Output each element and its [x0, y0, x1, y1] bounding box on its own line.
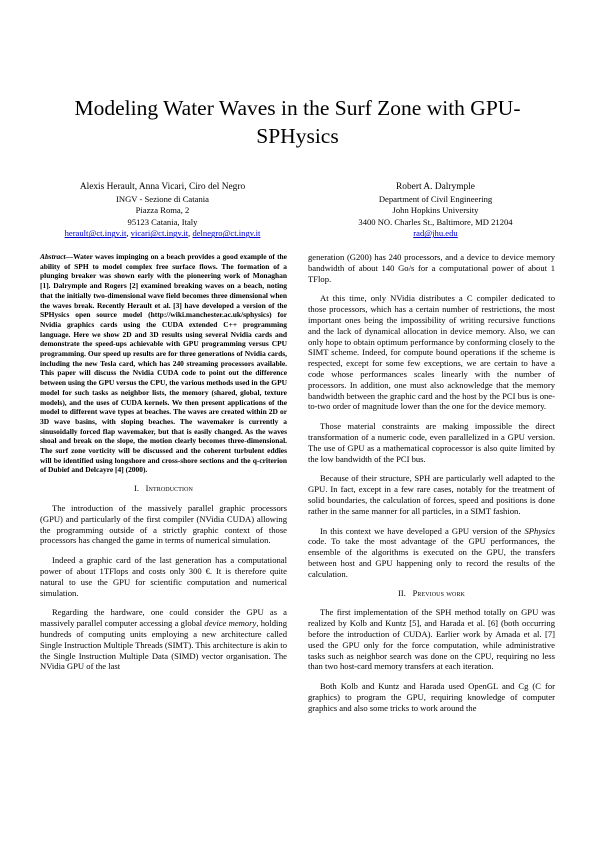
paragraph: Because of their structure, SPH are particularly well adapted to the GPU. In fact, except in a few rare cases, notably for the treatment of solid boundaries, the calculation of forces, speed and positions is done rather in the same manner for all particles, in a SIMT fashion. [308, 473, 555, 516]
email-link[interactable]: herault@ct.ingv.it [64, 228, 127, 239]
email-separator: , [126, 228, 131, 239]
author-affiliation: Department of Civil Engineering [378, 193, 493, 204]
text-span: code. To take the most advantage of the GPU performances, the ensemble of the algorithms is executed on the GPU, the transfers between host and GPU happening only to record the results of the calculation. [308, 536, 555, 579]
text-span: In this context we have developed a GPU version of the [320, 525, 525, 536]
email-link[interactable]: delnegro@ct.ingv.it [192, 228, 261, 239]
emphasis: SPhysics [524, 525, 555, 536]
email-link[interactable]: vicari@ct.ingv.it [130, 228, 189, 239]
author-affiliation: INGV - Sezione di Catania [116, 193, 209, 204]
author-emails [313, 228, 558, 240]
section-number: II. [398, 588, 406, 598]
emphasis: device memory [204, 618, 257, 629]
paragraph: Those material constraints are making impossible the direct transformation of a numeric code, even parallelized in a GPU version. The use of GPU as a mathematical coprocessor is also quite limited by the low bandwidth of the PCI bus. [308, 421, 555, 464]
paragraph [40, 607, 287, 672]
author-names: Robert A. Dalrymple [396, 182, 475, 192]
section-heading-introduction [40, 484, 287, 495]
abstract-label: Abstract— [40, 252, 74, 261]
author-block-right [313, 181, 558, 240]
section-title: Introduction [145, 484, 193, 494]
text-span: Regarding the hardware, one could consider the GPU as a massively parallel computer accessing a global [40, 607, 287, 629]
author-names: Alexis Herault, Anna Vicari, Ciro del Negro [79, 182, 246, 192]
email-link[interactable]: rad@jhu.edu [413, 228, 458, 239]
author-address: Piazza Roma, 2 [135, 205, 190, 216]
abstract [40, 252, 287, 475]
left-column [40, 252, 287, 681]
paragraph [308, 526, 555, 580]
paper-title [40, 94, 555, 150]
section-number: I. [133, 484, 140, 494]
author-city: 95123 Catania, Italy [127, 216, 198, 227]
email-separator: , [188, 228, 193, 239]
abstract-text: Water waves impinging on a beach provides a good example of the ability of SPH to model complex free surface flows. The formation of a plunging breaker was shown early with the pioneering work of Monaghan [1]. Dalrymple and Rogers [2] examined breaking waves on a beach, noting that the initially two-dimensional wave field becomes three dimensional when the waves break. Recently Herault et al. [3] have developed a version of the SPHysics open source model (http://wiki.manchester.ac.uk/sphysics) for Nvidia graphics cards using the CUDA extended C++ programming language. Here we show 2D and 3D results using several Nvidia cards and demonstrate the speed-ups achievable with GPU programming versus CPU programming. Our speed up results are for three generations of Nvidia cards, including the new Tesla card, which has 240 streaming processors available. This paper will discuss the Nvidia CUDA code to point out the difference between using the GPU versus the CPU, the various methods used in the GPU model for such tasks as neighbor lists, the memory (shared, global, texture models), and the uses of CUDA kernels. We then present applications of the model to different wave types at beaches. The waves are created within 2D or 3D wave basins, with sloping beaches. The wavemaker is currently a sinusoidally forced flap wavemaker, but that is easily changed. As the waves shoal and break on the slope, the motion clearly becomes three-dimensional. The surf zone vorticity will be discussed and the coherent turbulent eddies will be identified using longshore and cross-shore sections and the q-criterion of Dubief and Delcayre [4] (2000). [40, 252, 287, 475]
author-institution: John Hopkins University [392, 205, 479, 216]
paragraph: The first implementation of the SPH method totally on GPU was realized by Kolb and Kuntz [5], and Harada et al. [6] (both occurring before the introduction of CUDA). Earlier work by Amada et al. [7] used the GPU only for the force computation, while administrative tasks such as neighbor search was done on the CPU, requiring no less than two host-card memory transfers at each iteration. [308, 607, 555, 672]
paragraph: Both Kolb and Kuntz and Harada used OpenGL and Cg (C for graphics) to program the GPU, requiring knowledge of computer graphics and also some tricks to work around the [308, 681, 555, 713]
paragraph: The introduction of the massively parallel graphic processors (GPU) and particularly of the first compiler (NVidia CUDA) allowing the programming outside of a strictly graphic context of those processors has changed the game in terms of numerical simulation. [40, 502, 287, 546]
paragraph: Indeed a graphic card of the last generation has a computational power of about 1TFlops and costs only 300 €. It is therefore quite natural to use the GPU for scientific computation and numerical simulation. [40, 555, 287, 598]
author-emails [40, 228, 285, 240]
paragraph: At this time, only NVidia distributes a C compiler dedicated to those processors, which has a certain number of restrictions, the most important ones being the impossibility of writing recursive functions and the lack of dynamical allocation in device memory. Also, we can only hope to obtain optimum performance by conforming closely to the SIMT scheme. Indeed, for compute bound operations if the scheme is respected, except for some few exceptions, we are certain to have a code whose performances scales linearly with the number of processors. In addition, one must also acknowledge that the memory bandwidth between the graphic card and the host by the PCI bus is one-to-two order of magnitude lower than the one for the device memory. [308, 293, 555, 412]
author-block-left [40, 181, 285, 240]
paragraph-continued: generation (G200) has 240 processors, and a device to device memory bandwidth of about 140 Go/s for a computational power of about 1 TFlop. [308, 252, 555, 284]
right-column [308, 252, 555, 722]
text-span: , holding hundreds of computing units employing a new architecture called Single Instruction Multiple Threads (SIMT). This architecture is akin to the Single Instruction Multiple Data (SIMD) vector organisation. The NVidia GPU of the last [40, 618, 288, 672]
author-address: 3400 NO. Charles St., Baltimore, MD 21204 [358, 216, 513, 227]
section-title: Previous work [412, 588, 465, 598]
section-heading-previous-work [308, 589, 555, 600]
title-line-2: SPHysics [256, 124, 339, 148]
title-line-1: Modeling Water Waves in the Surf Zone with GPU- [74, 96, 521, 120]
